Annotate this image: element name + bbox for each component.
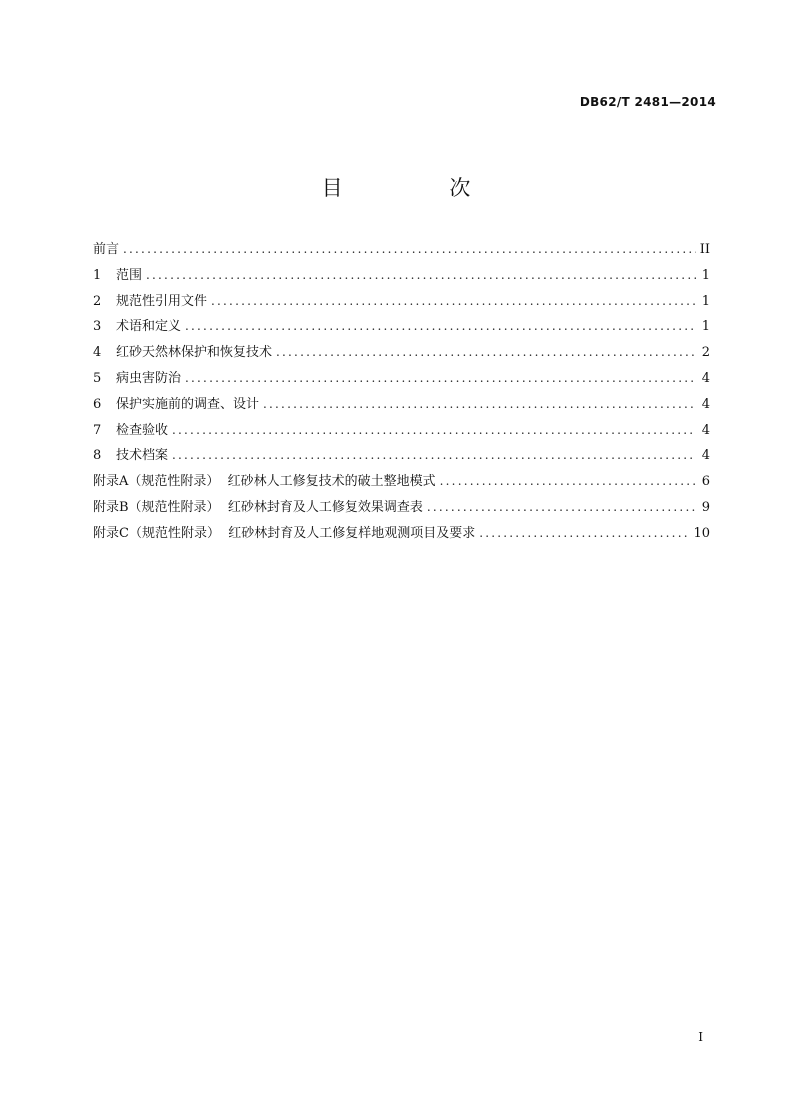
toc-item-number: 6 xyxy=(93,396,102,412)
toc-leader-dots xyxy=(211,294,696,308)
toc-item-label: 红砂天然林保护和恢复技术 xyxy=(116,345,273,361)
toc-item-page: 4 xyxy=(701,396,710,412)
toc-item-8[interactable] xyxy=(93,444,710,470)
toc-item-page: 10 xyxy=(693,525,710,541)
toc-item-label: 范围 xyxy=(116,267,143,283)
toc-item-3[interactable] xyxy=(93,315,710,341)
toc-leader-dots xyxy=(146,268,696,282)
toc-item-number: 1 xyxy=(93,267,102,283)
toc-item-page: 1 xyxy=(701,293,710,309)
toc-leader-dots xyxy=(185,319,696,333)
toc-title: 目 次 xyxy=(321,176,521,200)
toc-item-5[interactable] xyxy=(93,367,710,393)
toc-leader-dots xyxy=(479,526,689,540)
toc-item-label: 附录C（规范性附录） 红砂林封育及人工修复样地观测项目及要求 xyxy=(93,525,476,541)
page-number: I xyxy=(698,1030,703,1044)
toc-item-number: 7 xyxy=(93,422,102,438)
toc-item-number: 4 xyxy=(93,345,102,361)
toc-item-appendix-a[interactable] xyxy=(93,470,710,496)
table-of-contents xyxy=(93,238,710,548)
toc-item-label: 规范性引用文件 xyxy=(116,293,208,309)
toc-item-6[interactable] xyxy=(93,393,710,419)
toc-leader-dots xyxy=(172,423,696,437)
toc-item-appendix-c[interactable] xyxy=(93,522,710,548)
toc-leader-dots xyxy=(427,500,696,514)
toc-item-label: 技术档案 xyxy=(116,448,169,464)
toc-item-number: 8 xyxy=(93,448,102,464)
document-code: DB62/T 2481—2014 xyxy=(579,95,716,109)
toc-item-page: 2 xyxy=(701,345,710,361)
toc-item-page: 6 xyxy=(701,474,710,490)
toc-item-label: 病虫害防治 xyxy=(116,370,182,386)
toc-leader-dots xyxy=(440,474,696,488)
toc-item-appendix-b[interactable] xyxy=(93,496,710,522)
toc-item-4[interactable] xyxy=(93,341,710,367)
toc-item-7[interactable] xyxy=(93,419,710,445)
toc-leader-dots xyxy=(172,448,696,462)
toc-leader-dots xyxy=(185,371,696,385)
toc-leader-dots xyxy=(123,242,696,256)
toc-item-page: 4 xyxy=(701,448,710,464)
toc-item-page: 9 xyxy=(701,499,710,515)
toc-item-page: 1 xyxy=(701,267,710,283)
toc-item-number: 3 xyxy=(93,319,102,335)
toc-item-page: 4 xyxy=(701,370,710,386)
toc-item-label: 附录A（规范性附录） 红砂林人工修复技术的破土整地模式 xyxy=(93,474,436,490)
toc-item-1[interactable] xyxy=(93,264,710,290)
toc-item-label: 保护实施前的调查、设计 xyxy=(116,396,260,412)
toc-item-label: 检查验收 xyxy=(116,422,169,438)
toc-item-number: 5 xyxy=(93,370,102,386)
toc-item-2[interactable] xyxy=(93,290,710,316)
toc-item-page: 4 xyxy=(701,422,710,438)
toc-item-number: 2 xyxy=(93,293,102,309)
toc-item-label: 前言 xyxy=(93,242,120,257)
toc-item-foreword[interactable] xyxy=(93,238,710,264)
toc-leader-dots xyxy=(276,345,696,359)
toc-item-page: 1 xyxy=(701,319,710,335)
toc-item-page: II xyxy=(699,242,710,257)
toc-leader-dots xyxy=(263,397,696,411)
toc-item-label: 术语和定义 xyxy=(116,319,182,335)
toc-item-label: 附录B（规范性附录） 红砂林封育及人工修复效果调查表 xyxy=(93,499,423,515)
